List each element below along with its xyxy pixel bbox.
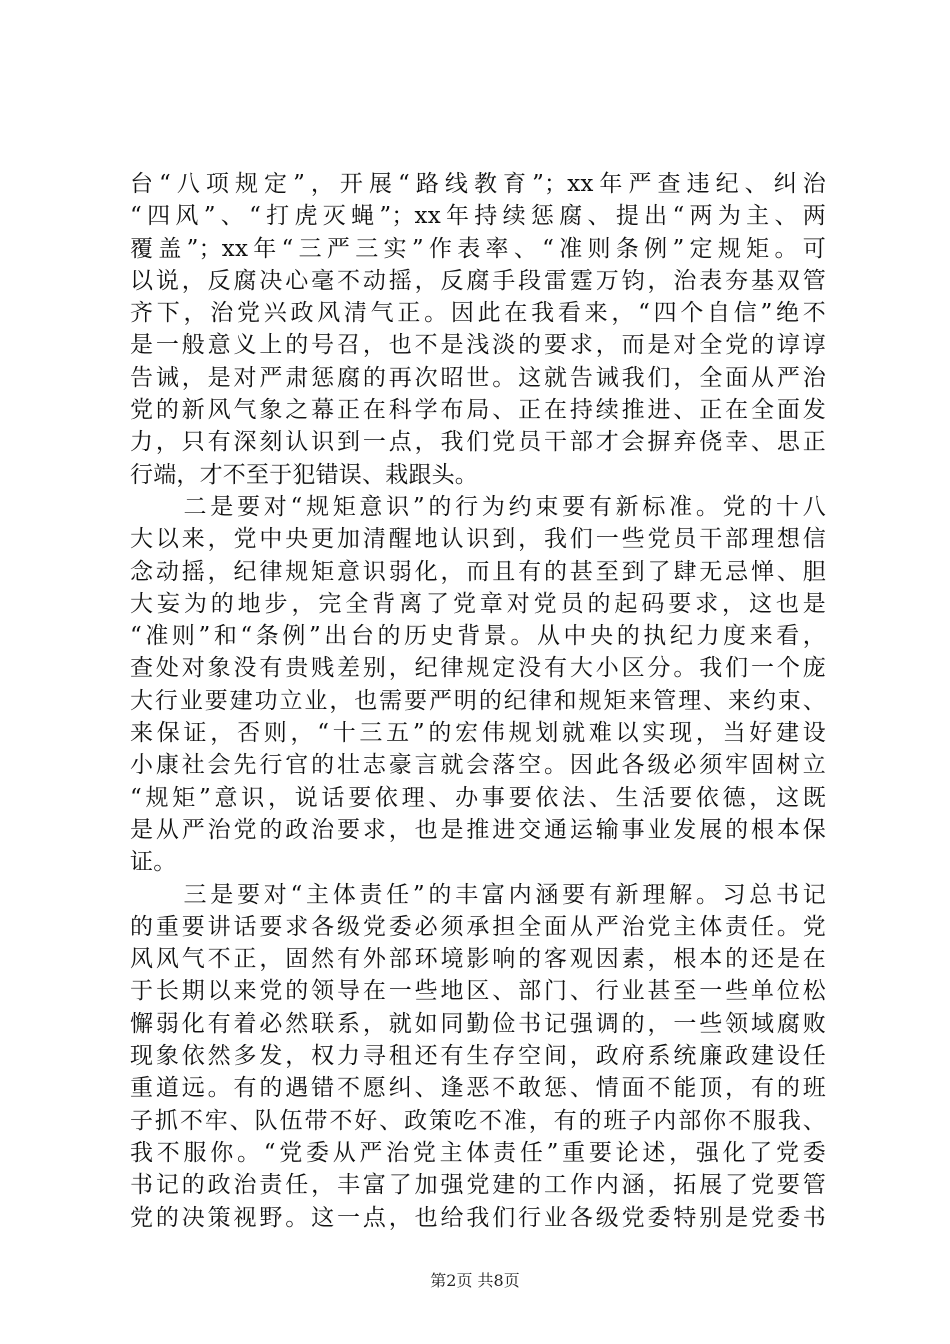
text-line: 念动摇，纪律规矩意识弱化，而且有的甚至到了肆无忌惮、胆: [130, 558, 826, 585]
text-line: 是一般意义上的号召，也不是浅淡的要求，而是对全党的谆谆: [130, 332, 826, 359]
text-line: 查处对象没有贵贱差别，纪律规定没有大小区分。我们一个庞: [130, 655, 826, 682]
text-line: 于长期以来党的领导在一些地区、部门、行业甚至一些单位松: [130, 978, 826, 1005]
text-line: “准则”和“条例”出台的历史背景。从中央的执纪力度来看，: [130, 623, 826, 650]
text-line: 三是要对“主体责任”的丰富内涵要有新理解。习总书记: [130, 881, 826, 908]
text-line: 我不服你。“党委从严治党主体责任”重要论述，强化了党委: [130, 1139, 826, 1166]
text-line: 党的决策视野。这一点，也给我们行业各级党委特别是党委书: [130, 1204, 826, 1231]
text-line: 小康社会先行官的壮志豪言就会落空。因此各级必须牢固树立: [130, 752, 826, 779]
text-line: 行端，才不至于犯错误、栽跟头。: [130, 461, 478, 488]
text-line: 告诫，是对严肃惩腐的再次昭世。这就告诫我们，全面从严治: [130, 364, 826, 391]
text-line: 力，只有深刻认识到一点，我们党员干部才会摒弃侥幸、思正: [130, 429, 826, 456]
text-line: 党的新风气象之幕正在科学布局、正在持续推进、正在全面发: [130, 397, 826, 424]
text-line: 的重要讲话要求各级党委必须承担全面从严治党主体责任。党: [130, 913, 826, 940]
text-line: 覆盖”；xx年“三严三实”作表率、“准则条例”定规矩。可: [130, 235, 826, 262]
text-line: 子抓不牢、队伍带不好、政策吃不准，有的班子内部你不服我、: [130, 1107, 826, 1134]
text-line: 大行业要建功立业，也需要严明的纪律和规矩来管理、来约束、: [130, 687, 826, 714]
text-line: “四风”、“打虎灭蝇”；xx年持续惩腐、提出“两为主、两: [130, 203, 826, 230]
text-line: “规矩”意识，说话要依理、办事要依法、生活要依德，这既: [130, 784, 826, 811]
text-line: 书记的政治责任，丰富了加强党建的工作内涵，拓展了党要管: [130, 1172, 826, 1199]
text-line: 重道远。有的遇错不愿纠、逢恶不敢惩、情面不能顶，有的班: [130, 1075, 826, 1102]
page-footer: 第2页 共8页: [430, 1271, 520, 1290]
text-line: 台“八项规定”，开展“路线教育”；xx年严查违纪、纠治: [130, 171, 826, 197]
body-text: [130, 168, 826, 1234]
text-line: 以说，反腐决心毫不动摇，反腐手段雷霆万钧，治表夯基双管: [130, 267, 826, 294]
text-line: 懈弱化有着必然联系，就如同勤俭书记强调的，一些领域腐败: [130, 1010, 826, 1037]
text-line: 齐下，治党兴政风清气正。因此在我看来，“四个自信”绝不: [130, 300, 826, 327]
text-line: 现象依然多发，权力寻租还有生存空间，政府系统廉政建设任: [130, 1043, 826, 1070]
text-line: 是从严治党的政治要求，也是推进交通运输事业发展的根本保: [130, 816, 826, 843]
text-line: 大以来，党中央更加清醒地认识到，我们一些党员干部理想信: [130, 526, 826, 553]
text-line: 大妄为的地步，完全背离了党章对党员的起码要求，这也是: [130, 590, 826, 617]
text-line: 二是要对“规矩意识”的行为约束要有新标准。党的十八: [130, 493, 826, 520]
text-line: 风风气不正，固然有外部环境影响的客观因素，根本的还是在: [130, 946, 826, 973]
text-line: 证。: [130, 849, 177, 876]
text-line: 来保证，否则，“十三五”的宏伟规划就难以实现，当好建设: [130, 720, 826, 747]
